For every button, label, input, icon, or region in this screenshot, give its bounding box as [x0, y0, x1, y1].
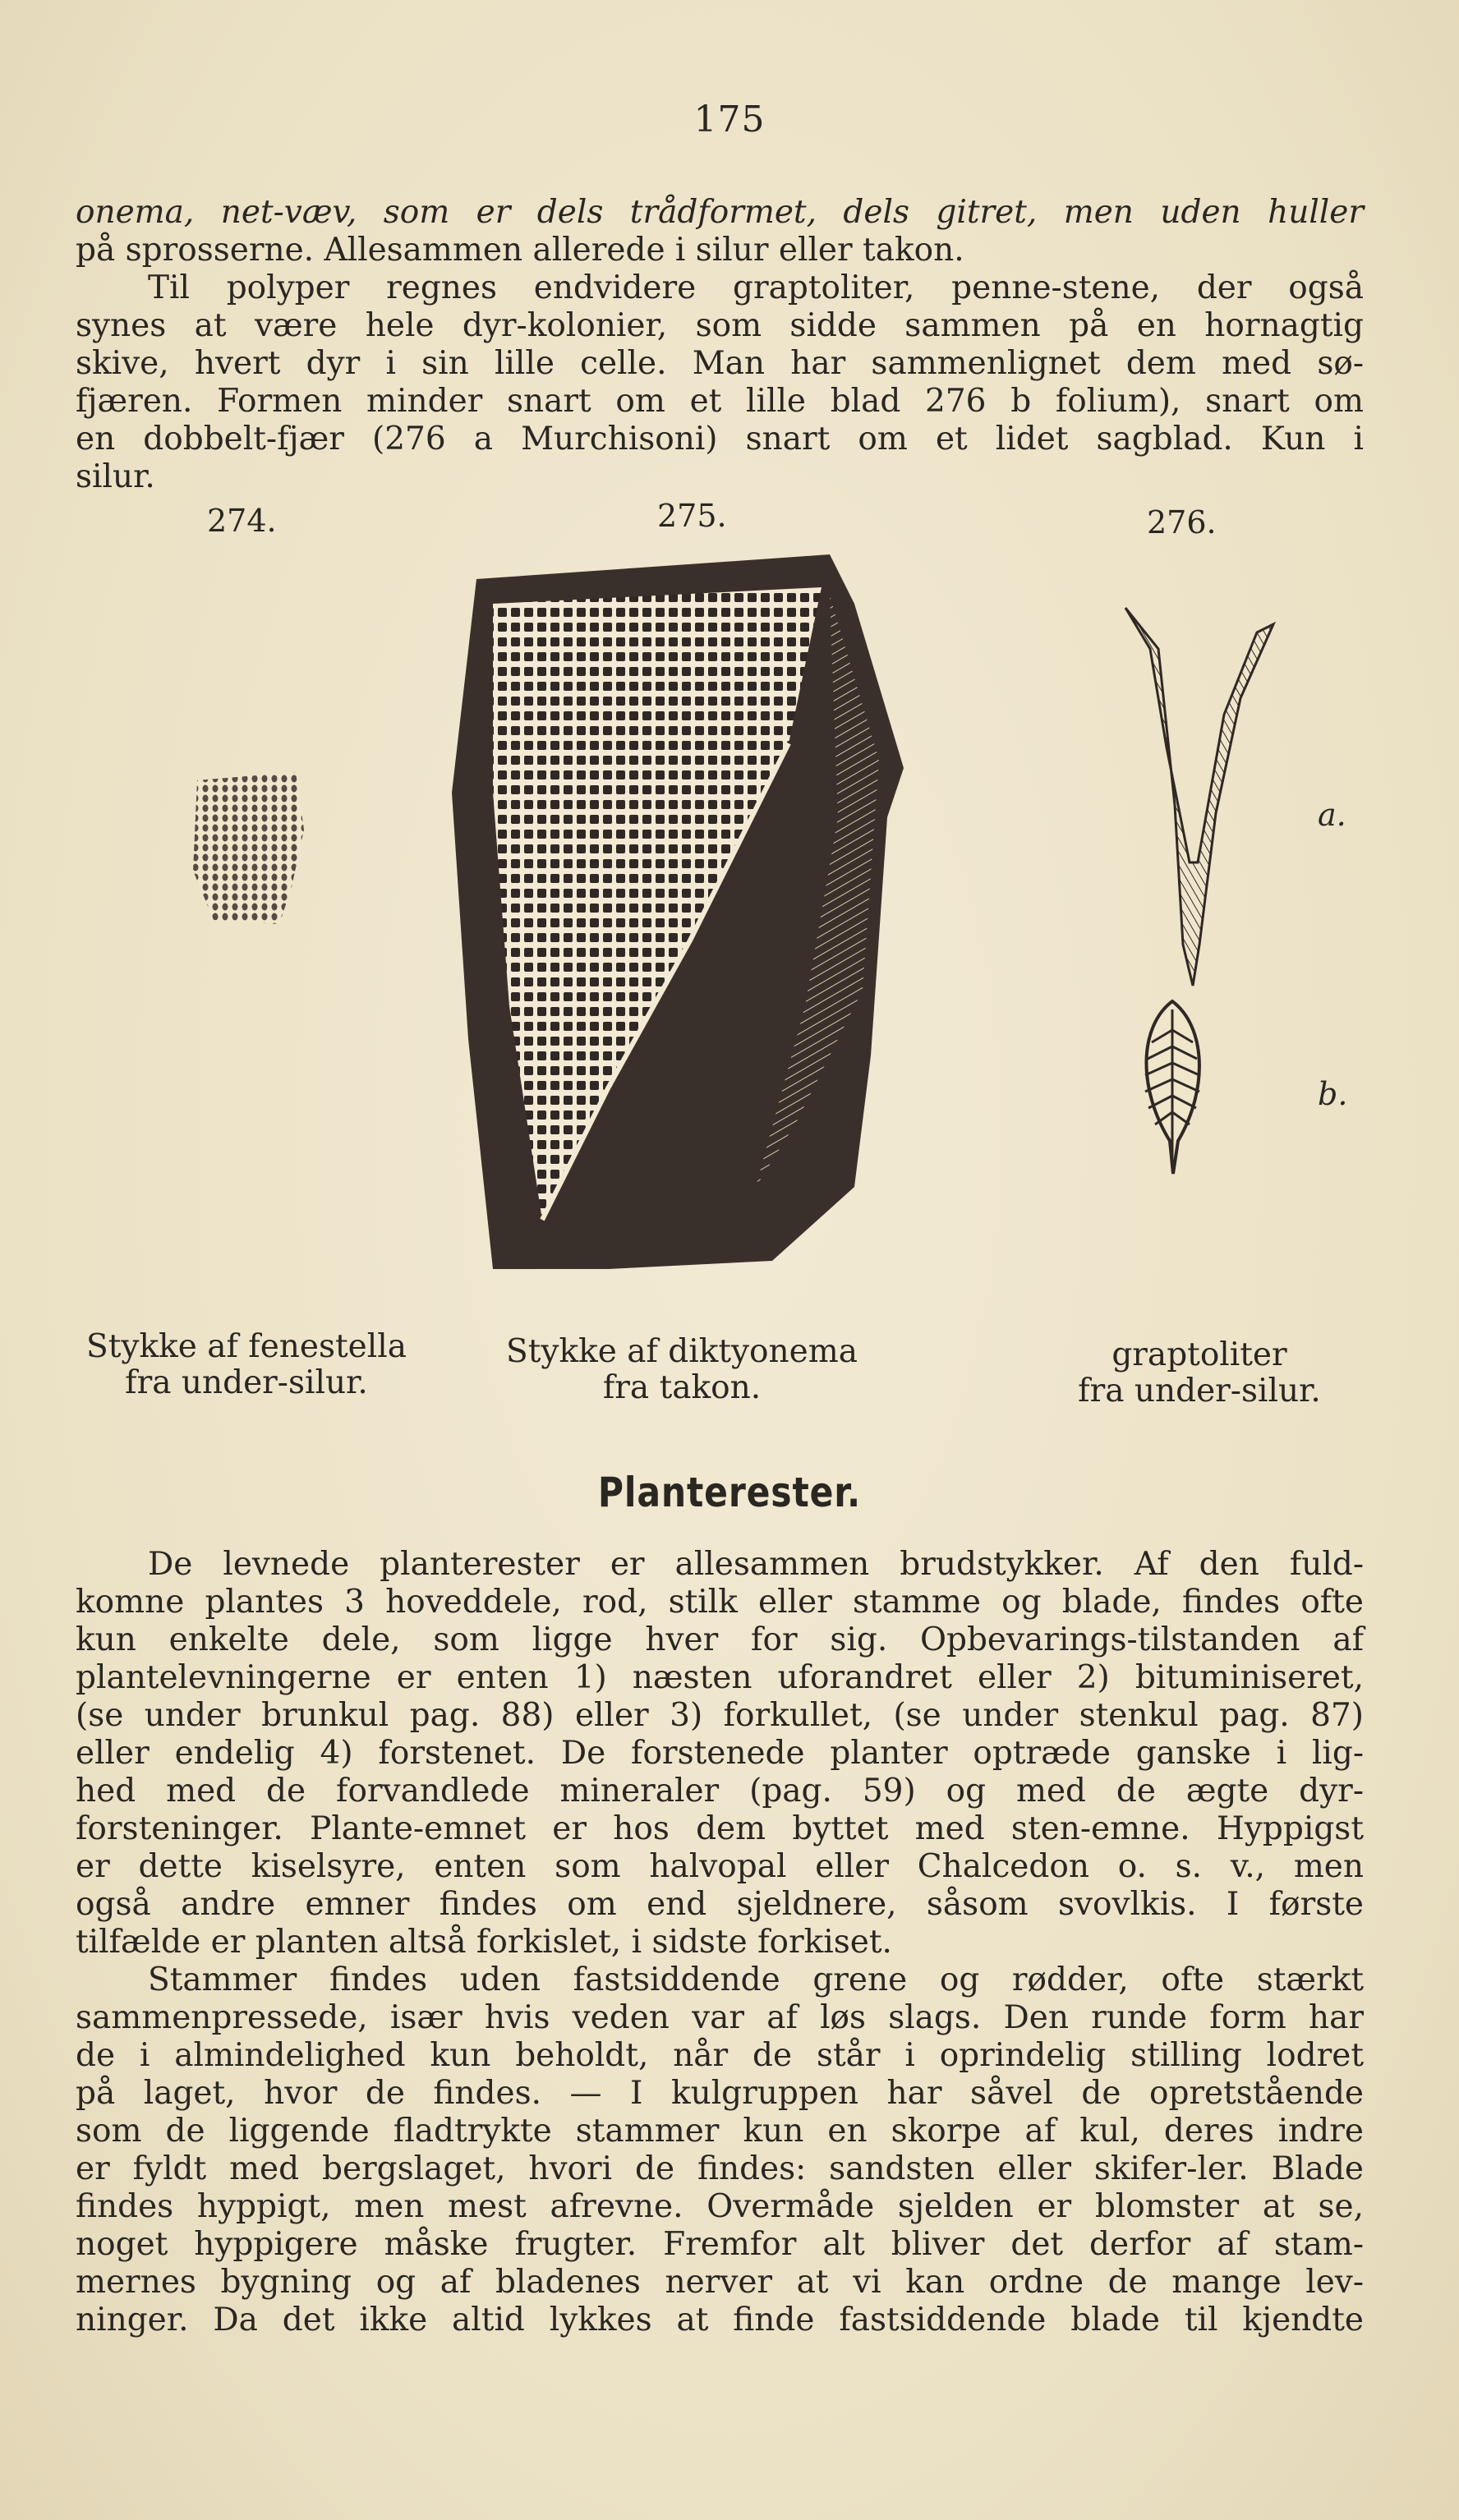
figure-274-number: 274. — [207, 503, 277, 539]
bottom-paragraph — [76, 1546, 1364, 2339]
figure-275-caption: Stykke af diktyonema fra takon. — [506, 1333, 858, 1406]
figure-276-caption: graptoliter fra under-silur. — [1078, 1336, 1321, 1409]
figure-274-caption: Stykke af fenestella fra under-silur. — [86, 1328, 407, 1401]
graptolite-b-label: b. — [1318, 1076, 1348, 1112]
text-line: på laget, hvor de findes. — I kulgruppen har såvel de opretstående — [76, 2075, 1364, 2112]
page-number: 175 — [693, 99, 766, 140]
text-line: sammenpressede, især hvis veden var af løs slags. Den runde form har — [76, 1999, 1364, 2036]
text-line: Til polyper regnes endvidere graptoliter, penne-stene, der også — [148, 269, 1364, 306]
text-line: fjæren. Formen minder snart om et lille blad 276 b folium), snart om — [76, 383, 1364, 420]
graptolite-a-label: a. — [1318, 797, 1346, 833]
text-line: komne plantes 3 hoveddele, rod, stilk eller stamme og blade, findes ofte — [76, 1584, 1364, 1621]
dictyonema-illustration — [444, 546, 969, 1285]
text-line: findes hyppigt, men mest afrevne. Overmåde sjelden er blomster at se, — [76, 2188, 1364, 2225]
text-line: noget hyppigere måske frugter. Fremfor alt bliver det derfor af stam- — [76, 2226, 1364, 2263]
text-line: forsteninger. Plante-emnet er hos dem byttet med sten-emne. Hyppigst — [76, 1810, 1364, 1847]
text-line: ninger. Da det ikke altid lykkes at finde fastsiddende blade til kjendte — [76, 2302, 1364, 2338]
text-line: onema, net-væv, som er dels trådformet, dels gitret, men uden huller — [76, 194, 1364, 231]
section-heading: Planterester. — [597, 1469, 862, 1516]
text-line: skive, hvert dyr i sin lille celle. Man har sammenlignet dem med sø- — [76, 345, 1364, 382]
text-line: kun enkelte dele, som ligge hver for sig. Opbevarings-tilstanden af — [76, 1621, 1364, 1658]
text-line: plantelevningerne er enten 1) næsten uforandret eller 2) bituminiseret, — [76, 1659, 1364, 1696]
text-line: de i almindelighed kun beholdt, når de står i oprindelig stilling lodret — [76, 2037, 1364, 2074]
text-line: synes at være hele dyr-kolonier, som sidde sammen på en hornagtig — [76, 307, 1364, 344]
text-line: på sprosserne. Allesammen allerede i silur eller takon. — [76, 232, 964, 269]
fenestella-illustration — [181, 764, 312, 936]
text-line: silur. — [76, 458, 155, 495]
text-line: (se under brunkul pag. 88) eller 3) forkullet, (se under stenkul pag. 87) — [76, 1697, 1364, 1734]
text-line: en dobbelt-fjær (276 a Murchisoni) snart om et lidet sagblad. Kun i — [76, 421, 1364, 458]
figure-276-number: 276. — [1147, 504, 1217, 540]
text-line: som de liggende fladtrykte stammer kun en skorpe af kul, deres indre — [76, 2113, 1364, 2150]
text-line: mernes bygning og af bladenes nerver at vi kan ordne de mange lev- — [76, 2264, 1364, 2301]
text-line: Stammer findes uden fastsiddende grene og rødder, ofte stærkt — [148, 1961, 1364, 1998]
text-line: tilfælde er planten altså forkislet, i sidste forkiset. — [76, 1924, 892, 1961]
text-line: hed med de forvandlede mineraler (pag. 59) og med de ægte dyr- — [76, 1773, 1364, 1810]
top-paragraph — [76, 194, 1364, 496]
text-line: eller endelig 4) forstenet. De forstenede planter optræde ganske i lig- — [76, 1735, 1364, 1772]
text-line: er dette kiselsyre, enten som halvopal eller Chalcedon o. s. v., men — [76, 1848, 1364, 1885]
text-line: også andre emner findes om end sjeldnere, såsom svovlkis. I første — [76, 1886, 1364, 1923]
graptolite-b-illustration — [1127, 997, 1217, 1178]
graptolite-a-illustration — [1101, 600, 1290, 994]
text-line: De levnede planterester er allesammen brudstykker. Af den fuld- — [148, 1546, 1364, 1583]
figure-275-number: 275. — [657, 498, 727, 534]
text-line: er fyldt med bergslaget, hvori de findes: sandsten eller skifer-ler. Blade — [76, 2150, 1364, 2187]
